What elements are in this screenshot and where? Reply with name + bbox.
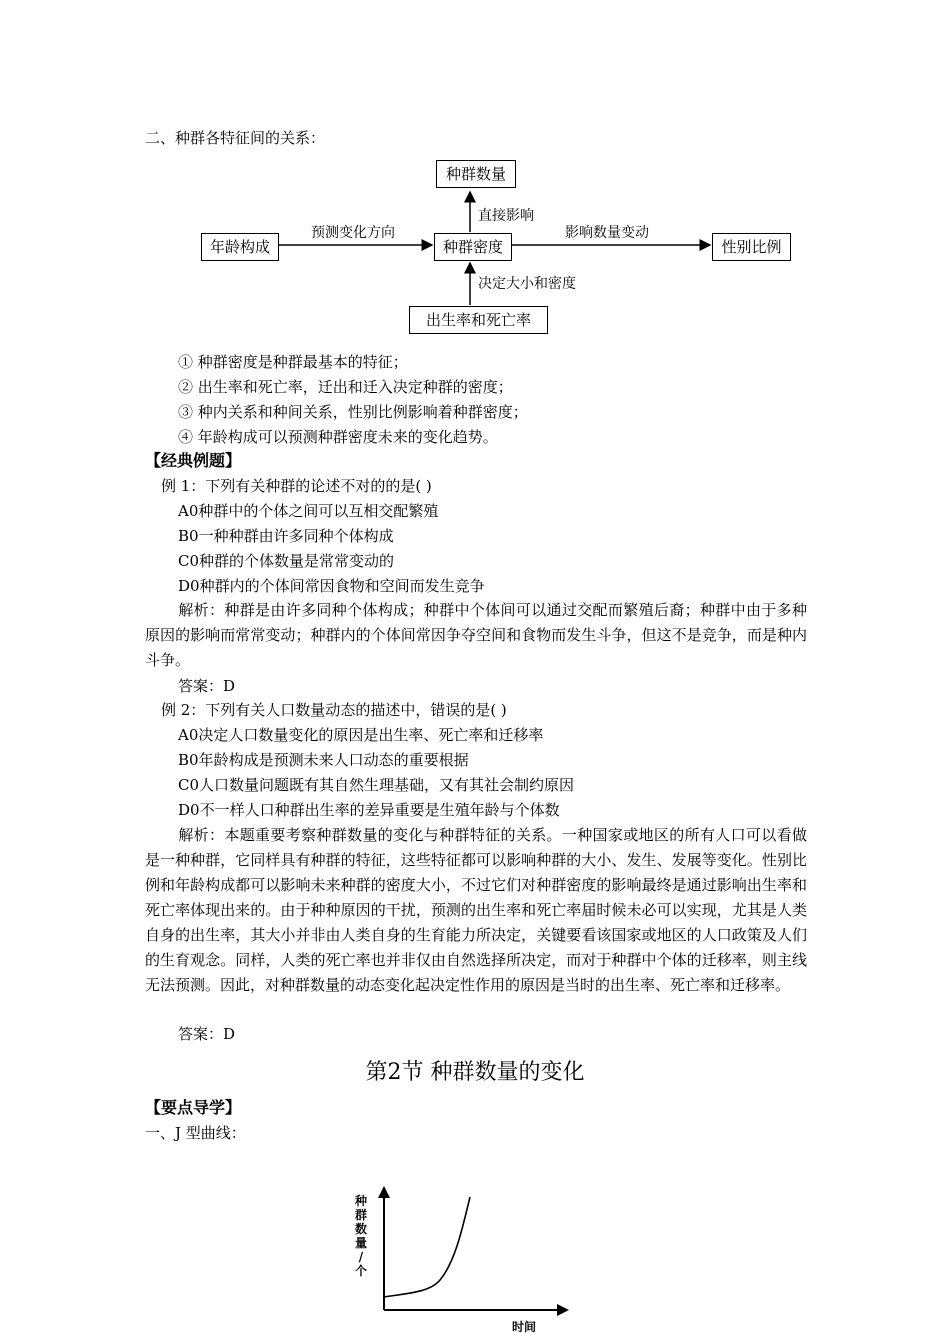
section-heading: 二、种群各特征间的关系： (145, 129, 326, 147)
ex1-option-a: A0种群中的个体之间可以互相交配繁殖 (178, 502, 439, 520)
ex1-option-b: B0一种种群由许多同种个体构成 (178, 527, 394, 545)
j-curve-item: 一、J 型曲线： (145, 1124, 246, 1142)
x-axis-arrow (557, 1304, 569, 1316)
box-population-density: 种群密度 (434, 233, 512, 261)
box-population-size: 种群数量 (436, 160, 516, 188)
label-predict-direction: 预测变化方向 (311, 225, 395, 241)
ex2-option-a: A0决定人口数量变化的原因是出生率、死亡率和迁移率 (178, 726, 544, 744)
ex1-option-c: C0种群的个体数量是常常变动的 (178, 552, 395, 570)
section-title: 第2节 种群数量的变化 (365, 1060, 585, 1085)
ex2-option-b: B0年龄构成是预测未来人口动态的重要根据 (178, 751, 469, 769)
label-determine-size: 决定大小和密度 (478, 276, 576, 292)
j-curve-xlabel: 时间 (512, 1320, 537, 1334)
point-1: ① 种群密度是种群最基本的特征； (178, 353, 408, 371)
label-direct-influence: 直接影响 (478, 208, 534, 224)
box-age-structure: 年龄构成 (201, 233, 279, 261)
key-points-heading: 【要点导学】 (145, 1098, 242, 1117)
box-sex-ratio: 性别比例 (712, 233, 791, 261)
ex2-question: 例 2：下列有关人口数量动态的描述中，错误的是( ) (161, 701, 507, 719)
ex1-question: 例 1：下列有关种群的论述不对的的是( ) (161, 477, 432, 495)
point-3: ③ 种内关系和种间关系，性别比例影响着种群密度； (178, 403, 528, 421)
box-birth-death-rate: 出生率和死亡率 (409, 306, 548, 334)
ex2-option-c: C0人口数量问题既有其自然生理基础，又有其社会制约原因 (178, 776, 575, 794)
ex2-analysis: 解析：本题重要考察种群数量的变化与种群特征的关系。一种国家或地区的所有人口可以看做是一种种群，它同样具有种群的特征，这些特征都可以影响种群的大小、发生、发展等变化。性别比例和年龄构成都可以影响未来种群的密度大小，不过它们对种群密度的影响最终是通过影响出生率和死亡率体现出来的。由于种种原因的干扰，预测的出生率和死亡率届时候未必可以实现，尤其是人类自身的出生率，其大小并非由人类自身的生育能力所决定，关键要看该国家或地区的人口政策及人们的生育观念。同样，人类的死亡率也并非仅由自然选择所决定，而对于种群中个体的迁移率，则主线无法预测。因此，对种群数量的动态变化起决定性作用的原因是当时的出生率、死亡率和迁移率。 (145, 826, 807, 994)
j-curve-ylabel: 种 群 数 量 / 个 (354, 1194, 367, 1278)
examples-heading: 【经典例题】 (145, 451, 242, 470)
point-4: ④ 年龄构成可以预测种群密度未来的变化趋势。 (178, 428, 498, 446)
ex1-analysis: 解析：种群是由许多同种个体构成；种群中个体间可以通过交配而繁殖后裔；种群中由于多种原因的影响而常常变动；种群内的个体间常因争夺空间和食物而发生斗争，但这不是竞争，而是种内斗争。 (145, 601, 807, 669)
ex2-answer: 答案：D (178, 1025, 236, 1043)
ex1-option-d: D0种群内的个体间常因食物和空间而发生竞争 (178, 577, 485, 595)
point-2: ② 出生率和死亡率，迁出和迁入决定种群的密度； (178, 378, 513, 396)
ex1-answer: 答案：D (178, 677, 236, 695)
j-curve-line (384, 1197, 470, 1297)
ex2-option-d: D0不一样人口种群出生率的差异重要是生殖年龄与个体数 (178, 801, 560, 819)
label-affect-change: 影响数量变动 (565, 225, 649, 241)
y-axis-arrow (378, 1186, 390, 1198)
